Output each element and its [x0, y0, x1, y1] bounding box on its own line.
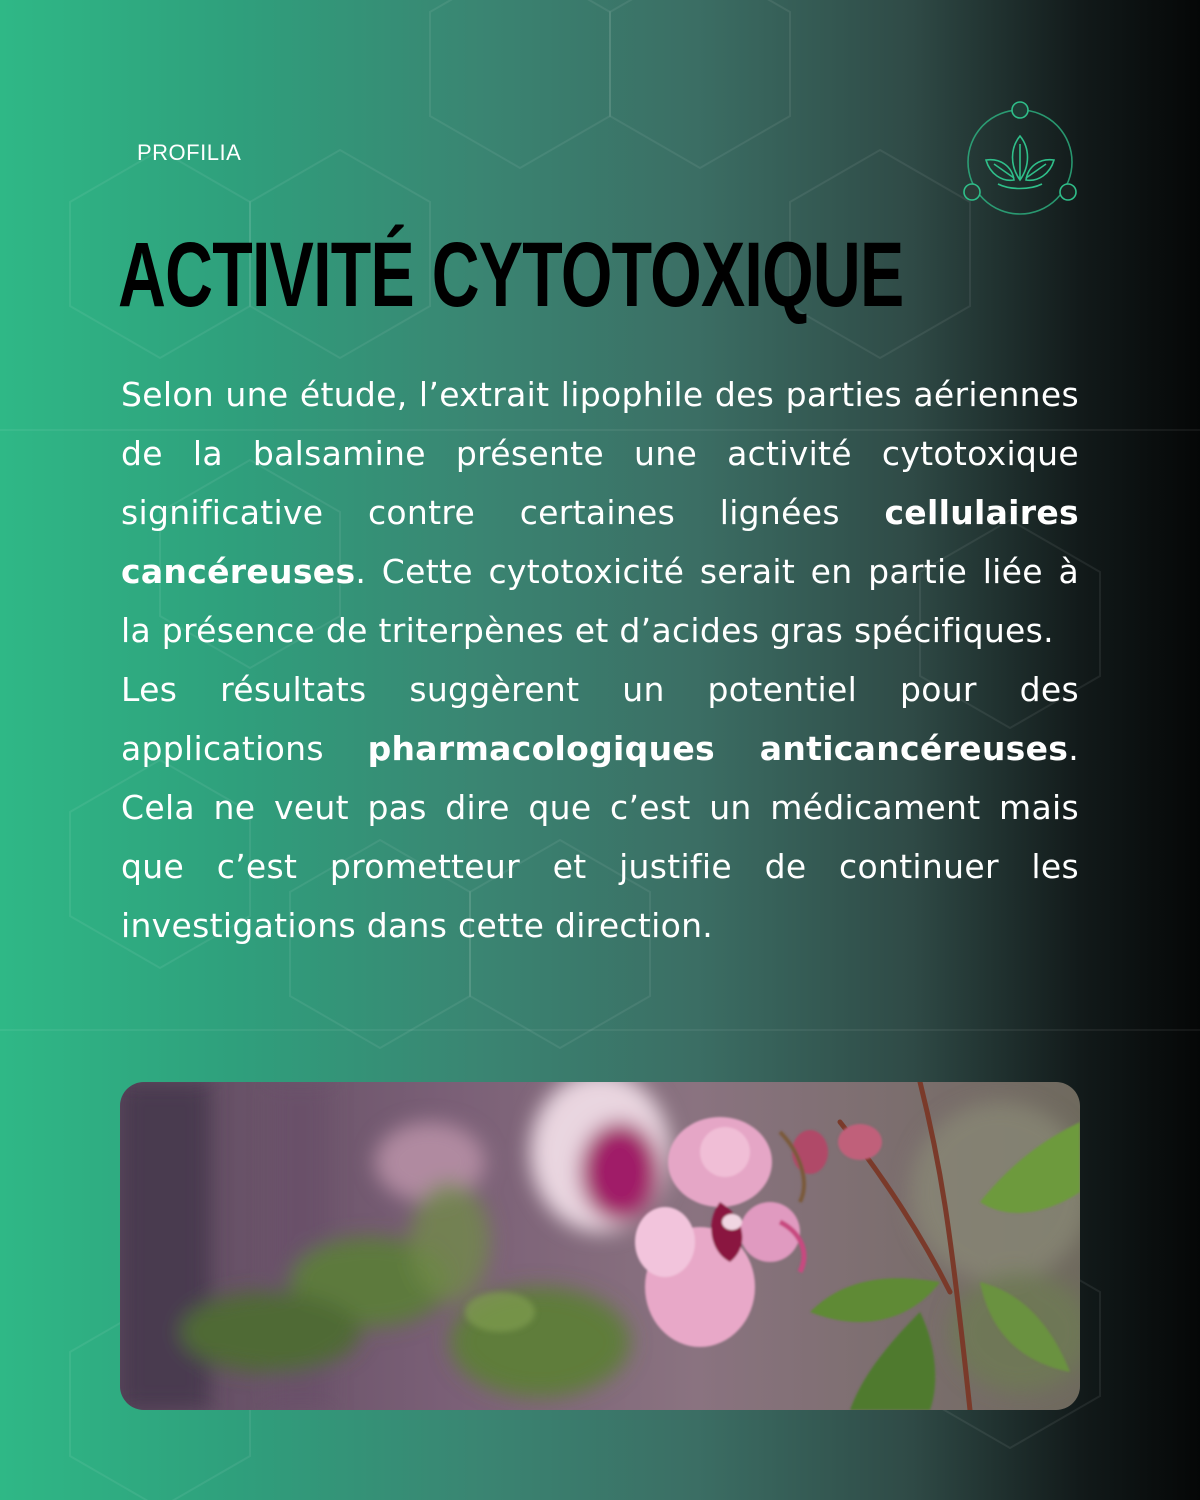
paragraph-1: Selon une étude, l’extrait lipophile des parties aériennes de la balsamine présente une activité cytotoxique significative contre certaines lignées cellulaires cancéreuses. Cette cytotoxicité serait en partie liée à la présence de triterpènes et d’acides gras spécifiques. — [121, 375, 1079, 650]
brand-name: PROFILIA — [137, 140, 242, 165]
highlight-cancer-cells: cellulaires cancéreuses — [121, 493, 1079, 591]
highlight-pharmacology: pharmacologiques anticancéreuses — [367, 729, 1069, 768]
leaves-circle-logo-icon — [958, 100, 1082, 224]
paragraph-2: Les résultats suggèrent un potentiel pour des applications pharmacologiques anticancéreuses. Cela ne veut pas dire que c’est un médicament mais que c’est prometteur et justifie de continuer les investigations dans cette direction. — [121, 670, 1079, 945]
flower-photo — [120, 1082, 1080, 1410]
page-title: ACTIVITÉ CYTOTOXIQUE — [118, 224, 904, 326]
body-text — [121, 365, 1079, 955]
